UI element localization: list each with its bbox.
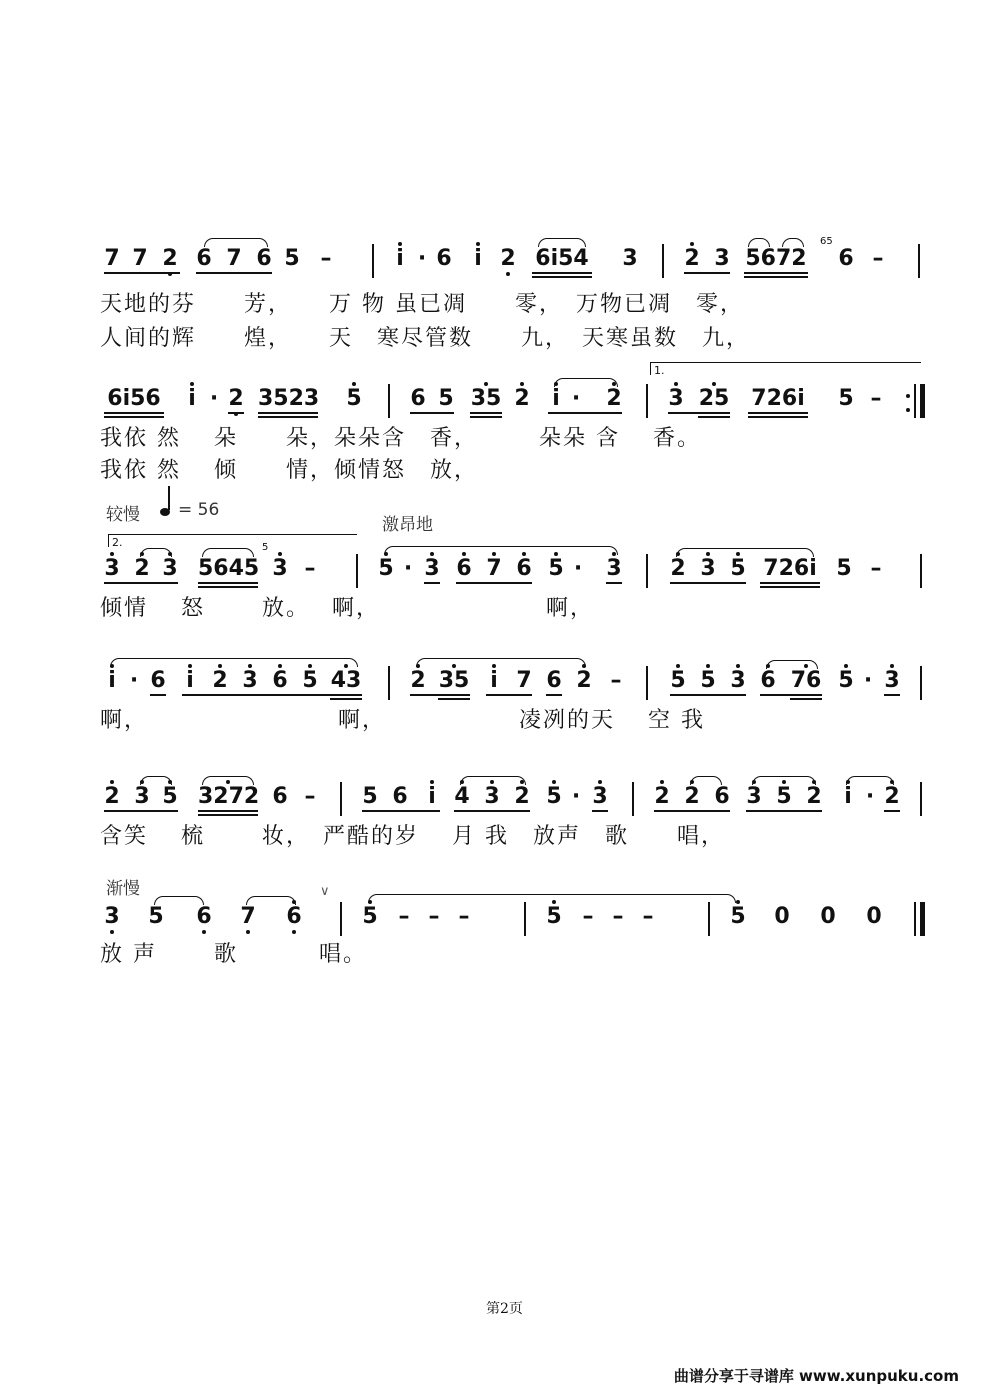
slur	[246, 896, 296, 905]
note-group: 76	[790, 668, 822, 693]
note: 5	[362, 784, 378, 809]
barline	[356, 554, 358, 588]
note: 2	[162, 246, 178, 271]
dash: –	[870, 556, 882, 581]
barline	[918, 244, 920, 278]
underline	[532, 276, 592, 278]
slur	[748, 238, 770, 247]
volta-1-label: 1.	[654, 364, 665, 377]
note: 7	[486, 556, 502, 581]
barline	[632, 782, 634, 816]
volta-2-label: 2.	[112, 536, 123, 549]
underline	[592, 810, 608, 812]
note-group: 5645	[198, 556, 260, 581]
note: 6	[456, 556, 472, 581]
note: i	[392, 248, 408, 270]
note: i	[840, 786, 856, 808]
rest: 0	[820, 904, 836, 929]
underline	[198, 810, 258, 812]
underline	[196, 272, 272, 274]
underline	[486, 694, 532, 696]
underline	[744, 272, 808, 274]
underline	[760, 582, 820, 584]
barline	[646, 666, 648, 700]
underline	[104, 416, 164, 418]
slur	[204, 238, 268, 247]
repeat-end-barline	[920, 384, 925, 418]
underline	[670, 694, 746, 696]
underline	[668, 412, 730, 414]
note: i	[548, 388, 564, 410]
stave-row-6	[0, 898, 989, 978]
underline	[362, 810, 440, 812]
lyric-text: 天地的芬 芳， 万 物 虽已凋 零， 万物已凋 零，	[100, 292, 744, 317]
underline	[606, 582, 622, 584]
underline	[438, 698, 470, 700]
breath-mark-icon: ∨	[320, 884, 330, 899]
note: 6	[436, 246, 452, 271]
note: 3	[730, 668, 746, 693]
underline	[454, 810, 530, 812]
note: 2	[410, 668, 426, 693]
grace-note: 5	[262, 542, 269, 553]
barline	[388, 384, 390, 418]
note: 3	[104, 904, 120, 929]
lyric-line-1a	[0, 292, 989, 322]
dash: –	[610, 668, 622, 693]
barline	[524, 902, 526, 936]
dash: –	[320, 246, 332, 271]
note: 5	[838, 668, 854, 693]
dot: ·	[573, 556, 583, 581]
note: 6	[760, 668, 776, 693]
slur	[690, 776, 722, 785]
dash: –	[398, 904, 410, 929]
dash: –	[870, 386, 882, 411]
slur	[416, 658, 586, 667]
note: 3	[424, 556, 440, 581]
slur	[538, 238, 586, 247]
rest: 0	[774, 904, 790, 929]
underline	[182, 694, 362, 696]
notation-row-4	[0, 662, 989, 702]
note: 2	[684, 246, 700, 271]
note: 5	[838, 386, 854, 411]
note: 2	[104, 784, 120, 809]
note: 2	[514, 386, 530, 411]
note: 7	[104, 246, 120, 271]
underline	[470, 416, 502, 418]
note: 5	[546, 904, 562, 929]
footer-credit: 曲谱分享于寻谱库 www.xunpuku.com	[673, 1367, 959, 1385]
note: 5	[730, 556, 746, 581]
barline	[340, 902, 342, 936]
slur	[140, 548, 172, 557]
note: 2	[806, 784, 822, 809]
note: 3	[714, 246, 730, 271]
note: 3	[242, 668, 258, 693]
underline	[198, 582, 258, 584]
underline	[258, 412, 318, 414]
slur	[460, 776, 526, 785]
lyric-text: 倾情 怒 放。 啊， 啊，	[100, 596, 594, 621]
note: 6	[516, 556, 532, 581]
dot: ·	[209, 386, 219, 411]
note: 5	[284, 246, 300, 271]
note: 3	[884, 668, 900, 693]
underline	[748, 412, 808, 414]
note: 2	[884, 784, 900, 809]
barline	[920, 666, 922, 700]
grace-note: 65	[820, 236, 833, 247]
dash: –	[642, 904, 654, 929]
note: 5	[670, 668, 686, 693]
notation-row-2	[0, 364, 989, 420]
underline	[104, 272, 180, 274]
tempo-bpm: = 56	[178, 500, 220, 520]
slur	[110, 658, 358, 667]
dot: ·	[863, 668, 873, 693]
note-group: 35	[470, 386, 502, 411]
barline	[914, 384, 916, 418]
note: 6	[272, 784, 288, 809]
underline	[150, 694, 166, 696]
slur	[368, 894, 736, 903]
note-group: 726i	[751, 386, 805, 411]
lyric-line-2a	[0, 426, 989, 456]
repeat-dot	[906, 394, 910, 398]
underline	[760, 694, 822, 696]
barline	[914, 902, 916, 936]
underline	[670, 582, 746, 584]
lyric-text: 我依 然 朵 朵，朵朵含 香， 朵朵 含 香。	[100, 426, 701, 451]
lyric-line-2b	[0, 458, 989, 488]
underline	[760, 586, 820, 588]
note: 7	[226, 246, 242, 271]
note: 2	[134, 556, 150, 581]
underline	[258, 416, 318, 418]
barline	[372, 244, 374, 278]
note: 5	[362, 904, 378, 929]
note: 3	[746, 784, 762, 809]
note: 2	[212, 668, 228, 693]
lyric-text: 含笑 梳 妆， 严酷的岁 月 我 放声 歌 唱，	[100, 824, 725, 849]
note: i	[486, 670, 502, 692]
note: 4	[454, 784, 470, 809]
dot: ·	[571, 784, 581, 809]
note: 2	[654, 784, 670, 809]
note: 6	[256, 246, 272, 271]
note-group: 43	[330, 668, 362, 693]
underline	[744, 276, 808, 278]
barline	[662, 244, 664, 278]
underline	[884, 810, 900, 812]
lyric-text: 放 声 歌 唱。	[100, 942, 367, 967]
stave-row-1	[0, 236, 989, 351]
note: 5	[378, 556, 394, 581]
slur	[782, 238, 804, 247]
note: 5	[548, 556, 564, 581]
dot: ·	[865, 784, 875, 809]
note: 2	[514, 784, 530, 809]
note: 7	[240, 904, 256, 929]
lyric-line-3	[0, 596, 989, 626]
rest: 0	[866, 904, 882, 929]
note-group: 5672	[745, 246, 807, 271]
slur	[202, 548, 254, 557]
note: i	[470, 248, 486, 270]
notation-row-1	[0, 236, 989, 280]
dash: –	[582, 904, 594, 929]
note: 6	[272, 668, 288, 693]
underline	[198, 814, 258, 816]
slur	[676, 548, 814, 557]
note: 3	[272, 556, 288, 581]
stave-row-2	[0, 364, 989, 483]
dash: –	[872, 246, 884, 271]
barline	[646, 384, 648, 418]
note: 7	[516, 668, 532, 693]
note: 6	[196, 904, 212, 929]
note: 5	[346, 386, 362, 411]
barline	[388, 666, 390, 700]
underline	[546, 694, 562, 696]
note-group: 3523	[258, 386, 320, 411]
underline	[104, 810, 178, 812]
dash: –	[428, 904, 440, 929]
lyric-line-1b	[0, 326, 989, 356]
note-group: 3272	[198, 784, 260, 809]
dot: ·	[129, 668, 139, 693]
note: 6	[714, 784, 730, 809]
dash: –	[304, 556, 316, 581]
underline	[532, 272, 592, 274]
note: 3	[104, 556, 120, 581]
note: 3	[700, 556, 716, 581]
note: 2	[228, 386, 244, 411]
underline	[684, 272, 730, 274]
underline	[424, 582, 440, 584]
underline	[198, 586, 258, 588]
note: 5	[438, 386, 454, 411]
stave-row-4	[0, 662, 989, 742]
lyric-text: 人间的辉 煌， 天 寒尽管数 九， 天寒虽数 九，	[100, 326, 751, 351]
repeat-dot	[906, 408, 910, 412]
note: 6	[410, 386, 426, 411]
slur	[140, 776, 172, 785]
note: 6	[196, 246, 212, 271]
note-group: 35	[438, 668, 470, 693]
underline	[228, 412, 244, 414]
volta-2	[108, 534, 357, 547]
note: 3	[592, 784, 608, 809]
note: 6	[546, 668, 562, 693]
dot: ·	[403, 556, 413, 581]
note: 5	[776, 784, 792, 809]
note: 3	[606, 556, 622, 581]
slur	[846, 776, 894, 785]
underline	[330, 698, 362, 700]
underline	[790, 698, 822, 700]
note: 5	[546, 784, 562, 809]
notation-row-6	[0, 898, 989, 938]
barline	[920, 782, 922, 816]
underline	[748, 416, 808, 418]
note-group: 6i56	[107, 386, 161, 411]
note: 3	[668, 386, 684, 411]
note: i	[182, 670, 198, 692]
note: i	[104, 670, 120, 692]
lyric-line-6	[0, 942, 989, 972]
note: 6	[392, 784, 408, 809]
slur	[752, 776, 816, 785]
underline	[548, 412, 622, 414]
dot: ·	[571, 386, 581, 411]
slur	[154, 896, 204, 905]
barline	[340, 782, 342, 816]
slur	[202, 776, 254, 785]
tempo-passionate: 激昂地	[382, 515, 433, 535]
dot: ·	[417, 246, 427, 271]
barline	[920, 554, 922, 588]
underline	[104, 412, 164, 414]
note: 6	[150, 668, 166, 693]
notation-row-5	[0, 778, 989, 818]
note: 3	[134, 784, 150, 809]
lyric-text: 我依 然 倾 情，倾情怒 放，	[100, 458, 478, 483]
note: 3	[162, 556, 178, 581]
note: 2	[576, 668, 592, 693]
underline	[456, 582, 532, 584]
note: 5	[148, 904, 164, 929]
note: 2	[606, 386, 622, 411]
note: i	[424, 786, 440, 808]
barline	[708, 902, 710, 936]
note: 6	[838, 246, 854, 271]
underline	[698, 416, 730, 418]
underline	[470, 412, 502, 414]
dash: –	[304, 784, 316, 809]
note: 7	[132, 246, 148, 271]
note-group: 726i	[763, 556, 817, 581]
underline	[884, 694, 900, 696]
barline	[646, 554, 648, 588]
dash: –	[458, 904, 470, 929]
underline	[746, 810, 822, 812]
volta-1	[650, 362, 921, 375]
stave-row-3	[0, 536, 989, 630]
note: 3	[622, 246, 638, 271]
note-group: 25	[698, 386, 730, 411]
note: 5	[700, 668, 716, 693]
note: 5	[302, 668, 318, 693]
note: 6	[286, 904, 302, 929]
underline	[654, 810, 730, 812]
note: 2	[500, 246, 516, 271]
dash: –	[612, 904, 624, 929]
page-number: 第2页	[486, 1301, 523, 1317]
underline	[410, 694, 470, 696]
lyric-line-5	[0, 824, 989, 854]
note: i	[184, 388, 200, 410]
underline	[104, 582, 178, 584]
underline	[410, 412, 454, 414]
slur	[554, 378, 618, 387]
quarter-note-stem-icon	[168, 486, 170, 510]
lyric-text: 啊， 啊， 凌冽的天 空 我	[100, 708, 705, 733]
note: 2	[670, 556, 686, 581]
lyric-line-4	[0, 708, 989, 738]
slur	[766, 660, 818, 669]
notation-row-3	[0, 536, 989, 590]
note: 5	[162, 784, 178, 809]
stave-row-5	[0, 778, 989, 858]
note: 5	[836, 556, 852, 581]
note: 2	[684, 784, 700, 809]
tempo-ritardando: 渐慢	[106, 879, 140, 899]
slur	[384, 546, 618, 555]
note: 5	[730, 904, 746, 929]
note-group: 6i54	[535, 246, 589, 271]
final-barline	[920, 902, 925, 936]
note: 3	[484, 784, 500, 809]
tempo-slower: 较慢	[106, 505, 140, 525]
